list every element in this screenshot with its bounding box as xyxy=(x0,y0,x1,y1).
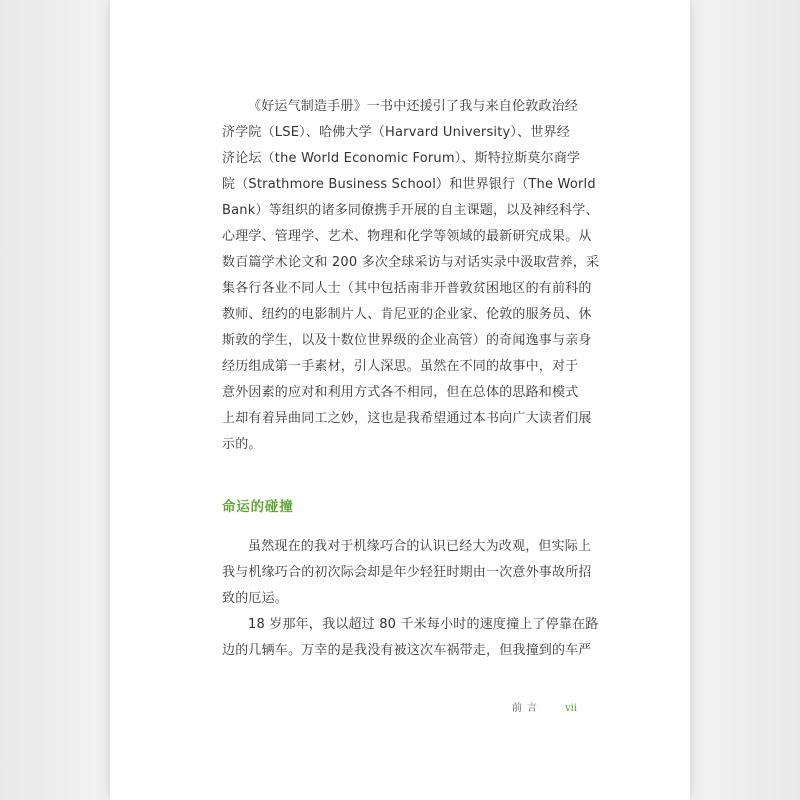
intro-paragraph xyxy=(222,94,600,458)
section-paragraph xyxy=(222,612,599,664)
text-line: 教师、纽约的电影制片人、肯尼亚的企业家、伦敦的服务员、休 xyxy=(222,307,592,322)
text-line: 上却有着异曲同工之妙，这也是我希望通过本书向广大读者们展 xyxy=(222,411,592,426)
section-paragraph xyxy=(222,534,592,612)
page-number: vii xyxy=(565,703,578,714)
text-line: 斯敦的学生，以及十数位世界级的企业高管）的奇闻逸事与亲身 xyxy=(222,333,592,348)
text-line: 我与机缘巧合的初次际会却是年少轻狂时期由一次意外事故所招 xyxy=(222,565,592,580)
text-line: 济学院（LSE）、哈佛大学（Harvard University）、世界经 xyxy=(222,125,570,140)
text-line: 数百篇学术论文和 200 多次全球采访与对话实录中汲取营养，采 xyxy=(222,255,600,270)
text-line: 示的。 xyxy=(222,437,262,452)
text-line: 《好运气制造手册》一书中还援引了我与来自伦敦政治经 xyxy=(248,99,579,114)
text-line: 经历组成第一手素材，引人深思。虽然在不同的故事中，对于 xyxy=(222,359,579,374)
text-line: 虽然现在的我对于机缘巧合的认识已经大为改观，但实际上 xyxy=(248,539,592,554)
text-line: 意外因素的应对和利用方式各不相同，但在总体的思路和模式 xyxy=(222,385,579,400)
text-line: 心理学、管理学、艺术、物理和化学等领域的最新研究成果。从 xyxy=(222,229,592,244)
text-line: 济论坛（the World Economic Forum）、斯特拉斯莫尔商学 xyxy=(222,151,581,166)
page-content xyxy=(222,94,600,664)
running-footer-label: 前言 xyxy=(512,703,542,714)
text-line: 集各行各业不同人士（其中包括南非开普敦贫困地区的有前科的 xyxy=(222,281,592,296)
text-line: 边的几辆车。万幸的是我没有被这次车祸带走，但我撞到的车严 xyxy=(222,643,592,658)
text-line: 致的厄运。 xyxy=(222,591,289,606)
text-line: 院（Strathmore Business School）和世界银行（The World xyxy=(222,177,596,192)
text-line: Bank）等组织的诸多同僚携手开展的自主课题，以及神经科学、 xyxy=(222,203,599,218)
text-line: 18 岁那年，我以超过 80 千米每小时的速度撞上了停靠在路 xyxy=(248,617,599,632)
section-heading: 命运的碰撞 xyxy=(222,499,294,515)
book-page xyxy=(110,0,690,800)
